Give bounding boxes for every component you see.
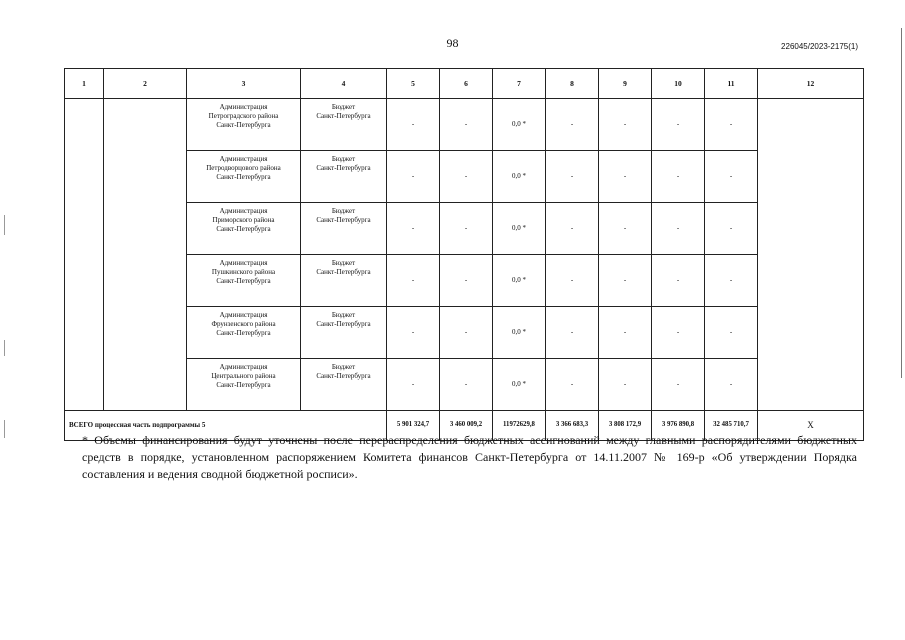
value-cell: - (387, 359, 440, 411)
value-cell: 0,0 * (493, 307, 546, 359)
total-value: 3 460 009,2 (440, 411, 493, 441)
budget-line: Бюджет (331, 155, 356, 163)
column-header: 12 (758, 69, 864, 99)
value-cell: - (652, 255, 705, 307)
value-cell: - (599, 203, 652, 255)
total-value: 5 901 324,7 (387, 411, 440, 441)
budget-line: Санкт-Петербурга (316, 320, 371, 329)
value-cell: - (652, 359, 705, 411)
organization-cell (187, 307, 301, 359)
value-cell: - (599, 255, 652, 307)
budget-line: Бюджет (331, 103, 356, 111)
value-cell: - (387, 255, 440, 307)
budget-source-cell (301, 359, 387, 411)
table-header-row (65, 69, 864, 99)
value-cell: - (387, 151, 440, 203)
value-cell: - (705, 99, 758, 151)
empty-cell-col1 (65, 99, 104, 411)
organization-line: Санкт-Петербурга (216, 121, 271, 130)
organization-cell (187, 203, 301, 255)
column-header: 8 (546, 69, 599, 99)
empty-cell-col12 (758, 99, 864, 411)
margin-mark (4, 215, 5, 235)
budget-source-cell (301, 203, 387, 255)
organization-line: Санкт-Петербурга (216, 329, 271, 338)
total-value: 3 808 172,9 (599, 411, 652, 441)
value-cell: - (440, 255, 493, 307)
budget-line: Бюджет (331, 363, 356, 371)
value-cell: 0,0 * (493, 99, 546, 151)
organization-line: Администрация (219, 259, 268, 267)
value-cell: - (705, 255, 758, 307)
total-value: 11972629,8 (493, 411, 546, 441)
organization-line: Петродворцового района (206, 164, 281, 173)
total-value: 32 485 710,7 (705, 411, 758, 441)
value-cell: - (546, 99, 599, 151)
organization-cell (187, 99, 301, 151)
budget-source-cell (301, 255, 387, 307)
budget-line: Бюджет (331, 207, 356, 215)
value-cell: - (546, 307, 599, 359)
document-code: 226045/2023-2175(1) (781, 42, 858, 51)
column-header: 11 (705, 69, 758, 99)
budget-line: Санкт-Петербурга (316, 268, 371, 277)
value-cell: - (599, 307, 652, 359)
value-cell: - (599, 359, 652, 411)
total-value: 3 366 683,3 (546, 411, 599, 441)
total-label: ВСЕГО процессная часть подпрограммы 5 (65, 411, 387, 441)
organization-line: Центрального района (211, 372, 276, 381)
page-edge-line (901, 28, 902, 378)
value-cell: - (387, 99, 440, 151)
organization-cell (187, 151, 301, 203)
value-cell: - (387, 307, 440, 359)
organization-line: Санкт-Петербурга (216, 225, 271, 234)
total-column12: X (758, 411, 864, 441)
value-cell: - (440, 151, 493, 203)
organization-cell (187, 255, 301, 307)
margin-mark (4, 340, 5, 356)
column-header: 7 (493, 69, 546, 99)
value-cell: - (705, 359, 758, 411)
column-header: 5 (387, 69, 440, 99)
footnote: * Объемы финансирования будут уточнены после перераспределения бюджетных ассигнований между главными распорядителями бюджетных средств в порядке, установленном распоряжением Комитета финансов Санкт-Петербурга от 14.11.2007 № 169-р «Об утверждении Порядка составления и ведения сводной бюджетной росписи». (82, 433, 857, 481)
organization-line: Администрация (219, 207, 268, 215)
organization-line: Администрация (219, 155, 268, 163)
organization-line: Администрация (219, 311, 268, 319)
empty-cell-col2 (104, 99, 187, 411)
value-cell: - (652, 151, 705, 203)
value-cell: - (440, 307, 493, 359)
value-cell: 0,0 * (493, 151, 546, 203)
organization-line: Санкт-Петербурга (216, 381, 271, 390)
margin-mark (4, 420, 5, 438)
value-cell: - (546, 151, 599, 203)
organization-line: Пушкинского района (211, 268, 276, 277)
value-cell: - (705, 307, 758, 359)
budget-table (64, 68, 864, 441)
value-cell: - (387, 203, 440, 255)
column-header: 6 (440, 69, 493, 99)
value-cell: - (546, 359, 599, 411)
value-cell: - (440, 203, 493, 255)
column-header: 3 (187, 69, 301, 99)
table-row (65, 99, 864, 151)
value-cell: - (599, 99, 652, 151)
organization-cell (187, 359, 301, 411)
budget-line: Бюджет (331, 311, 356, 319)
value-cell: - (440, 359, 493, 411)
value-cell: - (546, 203, 599, 255)
organization-line: Санкт-Петербурга (216, 277, 271, 286)
value-cell: 0,0 * (493, 203, 546, 255)
organization-line: Администрация (219, 363, 268, 371)
budget-source-cell (301, 151, 387, 203)
budget-line: Санкт-Петербурга (316, 372, 371, 381)
value-cell: - (599, 151, 652, 203)
budget-source-cell (301, 307, 387, 359)
value-cell: - (652, 203, 705, 255)
column-header: 2 (104, 69, 187, 99)
value-cell: 0,0 * (493, 255, 546, 307)
column-header: 10 (652, 69, 705, 99)
value-cell: - (652, 307, 705, 359)
budget-line: Санкт-Петербурга (316, 216, 371, 225)
organization-line: Администрация (219, 103, 268, 111)
budget-line: Бюджет (331, 259, 356, 267)
value-cell: - (440, 99, 493, 151)
value-cell: 0,0 * (493, 359, 546, 411)
budget-line: Санкт-Петербурга (316, 164, 371, 173)
organization-line: Санкт-Петербурга (216, 173, 271, 182)
value-cell: - (705, 203, 758, 255)
column-header: 1 (65, 69, 104, 99)
value-cell: - (705, 151, 758, 203)
budget-source-cell (301, 99, 387, 151)
organization-line: Приморского района (212, 216, 275, 225)
value-cell: - (546, 255, 599, 307)
column-header: 4 (301, 69, 387, 99)
total-value: 3 976 890,8 (652, 411, 705, 441)
organization-line: Петроградского района (208, 112, 279, 121)
budget-line: Санкт-Петербурга (316, 112, 371, 121)
value-cell: - (652, 99, 705, 151)
organization-line: Фрунзенского района (211, 320, 276, 329)
column-header: 9 (599, 69, 652, 99)
page-number: 98 (446, 36, 459, 50)
